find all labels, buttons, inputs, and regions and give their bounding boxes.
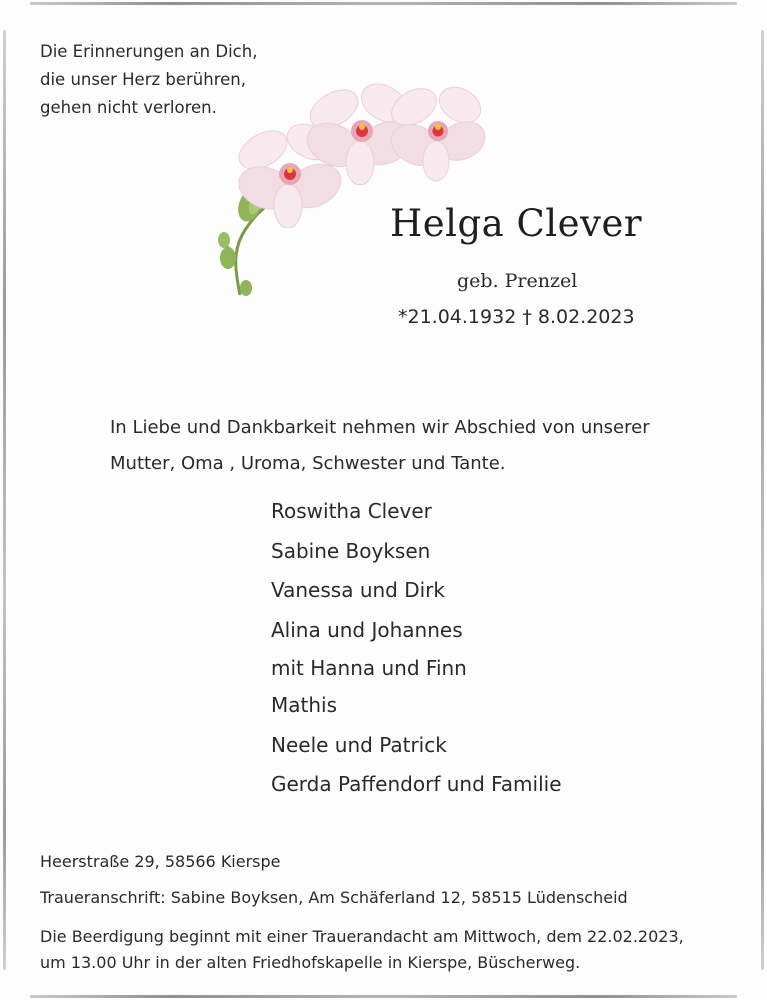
- poem-line: Die Erinnerungen an Dich,: [40, 42, 258, 61]
- burial-info: [40, 924, 684, 976]
- mourners-list: [271, 492, 562, 805]
- mourner-name: Roswitha Clever: [271, 499, 432, 523]
- mourner-name: Sabine Boyksen: [271, 538, 431, 563]
- frame-bottom: [30, 995, 737, 998]
- mourner-name: Neele und Patrick: [271, 732, 447, 757]
- frame-left: [3, 30, 6, 970]
- mourning-address: Traueranschrift: Sabine Boyksen, Am Schäferland 12, 58515 Lüdenscheid: [40, 888, 628, 907]
- mourner-name: Alina und Johannes: [271, 617, 463, 642]
- frame-top: [30, 2, 737, 5]
- deceased-name: Helga Clever: [390, 202, 643, 245]
- poem-line: gehen nicht verloren.: [40, 98, 217, 117]
- mourner-name: Gerda Paffendorf und Familie: [271, 772, 562, 796]
- burial-line: um 13.00 Uhr in der alten Friedhofskapelle in Kierspe, Büscherweg.: [40, 953, 581, 972]
- mourner-name: Vanessa und Dirk: [271, 578, 445, 602]
- frame-right: [761, 30, 764, 970]
- farewell-text: [110, 410, 650, 482]
- farewell-line: Mutter, Oma , Uroma, Schwester und Tante.: [110, 453, 506, 474]
- notice-footer: [40, 848, 684, 976]
- mourner-name: mit Hanna und Finn: [271, 656, 467, 680]
- farewell-line: In Liebe und Dankbarkeit nehmen wir Abschied von unserer: [110, 417, 650, 438]
- home-address: Heerstraße 29, 58566 Kierspe: [40, 852, 281, 871]
- burial-line: Die Beerdigung beginnt mit einer Trauerandacht am Mittwoch, dem 22.02.2023,: [40, 927, 684, 946]
- life-dates: *21.04.1932 † 8.02.2023: [398, 306, 635, 328]
- birth-name: geb. Prenzel: [457, 270, 578, 292]
- mourner-name: Mathis: [271, 693, 338, 717]
- poem-line: die unser Herz berühren,: [40, 70, 246, 89]
